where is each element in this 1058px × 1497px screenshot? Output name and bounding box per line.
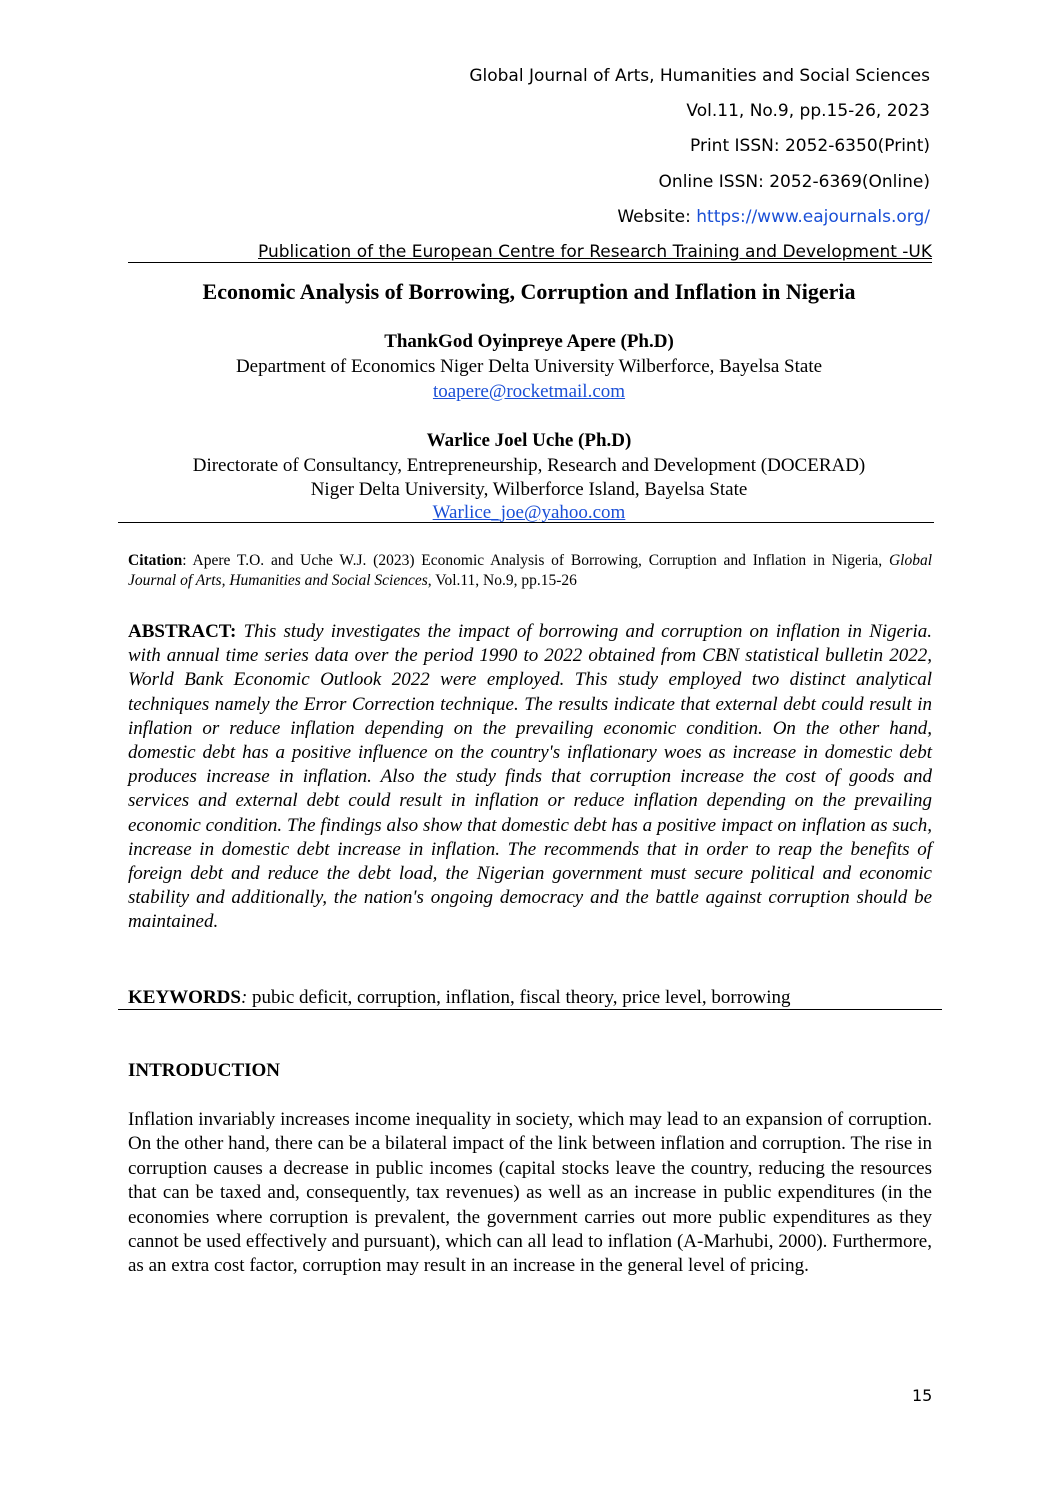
- paper-title: Economic Analysis of Borrowing, Corruption and Inflation in Nigeria: [202, 279, 856, 304]
- page-number: 15: [912, 1386, 933, 1405]
- author-2-affiliation: Directorate of Consultancy, Entrepreneurship, Research and Development (DOCERAD): [192, 455, 866, 476]
- author-2-affiliation-2: Niger Delta University, Wilberforce Island, Bayelsa State: [310, 479, 748, 500]
- print-issn: Print ISSN: 2052-6350(Print): [690, 136, 930, 156]
- citation-text: : Apere T.O. and Uche W.J. (2023) Economic Analysis of Borrowing, Corruption and Inflation in Nigeria,: [182, 552, 889, 569]
- website-link[interactable]: https://www.eajournals.org/: [696, 207, 930, 227]
- author-1-affiliation: Department of Economics Niger Delta University Wilberforce, Bayelsa State: [235, 356, 823, 377]
- author-2-email[interactable]: Warlice_joe@yahoo.com: [432, 502, 626, 523]
- website-label: Website:: [617, 207, 697, 227]
- abstract: [128, 620, 932, 935]
- citation-journal: Global Journal of Arts, Humanities and Social Sciences: [128, 552, 932, 589]
- header-divider: [128, 262, 932, 263]
- keywords-text: pubic deficit, corruption, inflation, fiscal theory, price level, borrowing: [247, 987, 791, 1008]
- abstract-text: This study investigates the impact of borrowing and corruption on inflation in Nigeria. with annual time series data over the period 1990 to 2022 obtained from CBN statistical bulletin 2022, World Bank Economic Outlook 2022 were employed. This study employed two distinct analytical techniques namely the Error Correction technique. The results indicate that external debt could result in inflation or reduce inflation depending on the prevailing economic condition. On the other hand, domestic debt has a positive influence on the country's inflationary woes as increase in domestic debt produces increase in inflation. Also the study finds that corruption increase the cost of goods and services and external debt could result in inflation or reduce inflation depending on the prevailing economic condition. The findings also show that domestic debt has a positive impact on inflation as such, increase in domestic debt increase in inflation. The recommends that in order to reap the benefits of foreign debt and reduce the debt load, the Nigerian government must secure political and economic stability and additionally, the nation's ongoing democracy and the battle against corruption should be maintained.: [128, 621, 933, 933]
- keywords: [128, 986, 932, 1010]
- publisher-line: Publication of the European Centre for Research Training and Development -UK: [258, 242, 933, 262]
- author-1-name: ThankGod Oyinpreye Apere (Ph.D): [384, 331, 674, 352]
- keywords-divider: [118, 1009, 942, 1010]
- author-1-email[interactable]: toapere@rocketmail.com: [432, 381, 626, 402]
- citation-label: Citation: [128, 552, 183, 569]
- keywords-label: KEYWORDS: [128, 987, 241, 1008]
- online-issn: Online ISSN: 2052-6369(Online): [658, 172, 930, 192]
- journal-name: Global Journal of Arts, Humanities and Social Sciences: [469, 66, 930, 86]
- citation: [128, 551, 932, 591]
- author-2-name: Warlice Joel Uche (Ph.D): [426, 430, 632, 451]
- authors-divider: [118, 522, 934, 523]
- introduction-heading: INTRODUCTION: [128, 1060, 281, 1081]
- website-line: [617, 207, 930, 227]
- volume-info: Vol.11, No.9, pp.15-26, 2023: [686, 101, 930, 121]
- keywords-colon: :: [240, 987, 248, 1008]
- author-1-email-line: [0, 380, 1058, 404]
- abstract-label: ABSTRACT:: [128, 621, 237, 642]
- introduction-paragraph: Inflation invariably increases income inequality in society, which may lead to an expansion of corruption. On the other hand, there can be a bilateral impact of the link between inflation and corruption. The rise in corruption causes a decrease in public incomes (capital stocks leave the country, reducing the resources that can be taxed and, consequently, tax revenues) as well as an increase in public expenditures (in the economies where corruption is prevalent, the government carries out more public expenditures as they cannot be used effectively and pursuant), which can all lead to inflation (A-Marhubi, 2000). Furthermore, as an extra cost factor, corruption may result in an increase in the general level of pricing.: [128, 1109, 932, 1277]
- citation-tail: , Vol.11, No.9, pp.15-26: [427, 572, 577, 589]
